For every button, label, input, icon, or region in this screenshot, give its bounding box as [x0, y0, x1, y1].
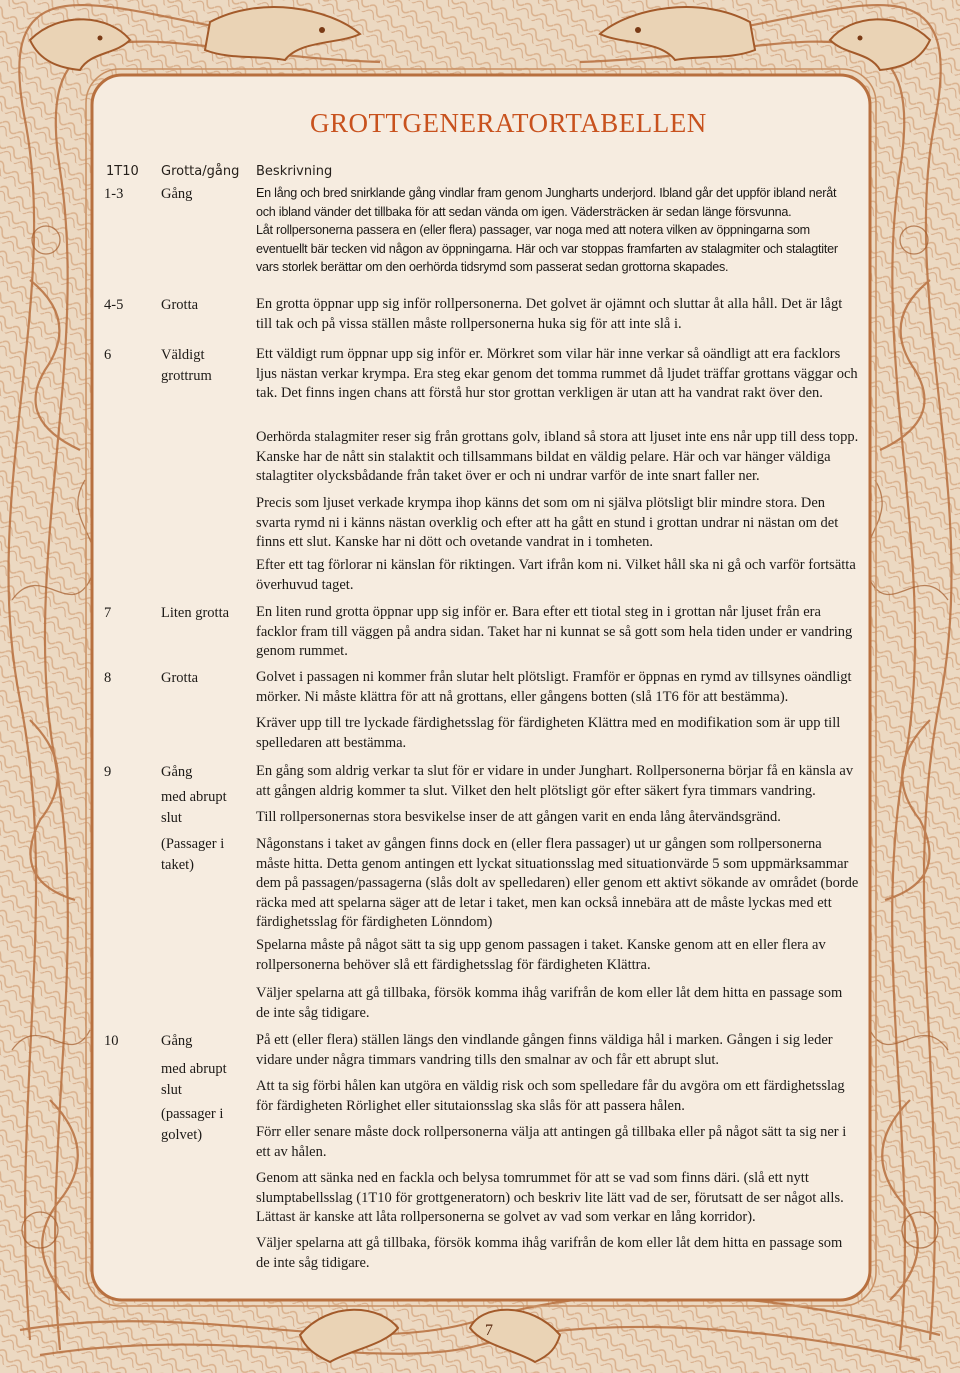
row-description: Oerhörda stalagmiter reser sig från grottans golv, ibland så stora att ljuset inte ens når upp till dess topp. Kanske har de nått sin stalaktit och tillsammans bildat en väldig pelare. Här och var hänger väldiga stalagtiter olycksbådande från taket över er och ni undrar varför de inte snart faller ner. — [256, 429, 859, 484]
row-type: Gång — [161, 1033, 193, 1049]
row-type-note: (Passager i taket) — [161, 836, 225, 873]
header-description: Beskrivning — [256, 164, 333, 179]
row-type: Gång — [161, 186, 193, 202]
row-roll: 8 — [104, 670, 112, 686]
row-type: Liten grotta — [161, 605, 230, 621]
row-type-note: med abrupt slut — [161, 789, 227, 826]
row-description: Väljer spelarna att gå tillbaka, försök komma ihåg varifrån de kom eller låt dem hitta en passage som de inte såg tidigare. — [256, 985, 843, 1021]
row-description: Spelarna måste på något sätt ta sig upp genom passagen i taket. Kanske genom att en eller flera av rollpersonerna behöver slå ett färdighetsslag för färdigheten Klättra. — [256, 937, 826, 973]
row-roll: 9 — [104, 764, 112, 780]
row-description: Någonstans i taket av gången finns dock en (eller flera passager) ut ur gången som rollpersonerna måste hitta. Detta genom antingen ett lyckat situationsslag med situationvärde 5 som uppmärksammar dem på passagen/passagerna (slås dolt av spelledaren) eller genom ett aktivt sökande av området (borde räcka med att spelarna säger att de letar i taket, men kan också innebära att de måste lyckas med ett färdighetsslag för färdigheten Lönndom) — [256, 836, 859, 930]
row-description: På ett (eller flera) ställen längs den vindlande gången finns väldiga hål i marken. Gången i sig leder vidare under några timmars vandring tills den smalnar av och får ett abrupt slut. — [256, 1032, 833, 1068]
page-number: 7 — [485, 1322, 493, 1339]
page-title: GROTTGENERATORTABELLEN — [310, 108, 707, 138]
row-description: En lång och bred snirklande gång vindlar fram genom Jungharts underjord. Ibland går det uppför ibland neråt och ibland vänder det tillbaka för att sedan vända om igen. Vädersträcken är sedan länge försvunna. — [256, 186, 837, 219]
row-roll: 6 — [104, 347, 112, 363]
row-roll: 7 — [104, 605, 112, 621]
row-description: Ett väldigt rum öppnar upp sig inför er. Mörkret som vilar här inne verkar så oändligt att era facklors ljus nästan verkar krympa. Era steg ekar genom det tomma rummet då ljudet träffar grottans väggar och tak. Det finns ingen chans att förstå hur stor grottan verkligen är utan att ha vandrat rakt över den. — [256, 346, 858, 401]
row-description: Precis som ljuset verkade krympa ihop känns det som om ni själva plötsligt blir mindre stora. Den svarta rymd ni i känns nästan overklig och efter att ha gått en stund i grottan undrar ni nästan om det finns ett slut. Kanske har ni dött och ovetande vandrat in i tomheten. — [256, 495, 839, 550]
row-description: Till rollpersonernas stora besvikelse inser de att gången varit en enda lång återvändsgränd. — [256, 809, 781, 825]
row-type: Väldigt grottrum — [161, 347, 212, 384]
header-roll: 1T10 — [106, 164, 139, 179]
row-type: Gång — [161, 764, 193, 780]
row-type: Grotta — [161, 297, 199, 313]
row-description: Genom att sänka ned en fackla och belysa tomrummet för att se vad som finns däri. (slå ett nytt slumptabellsslag (1T10 för grottgeneratorn) och beskriv lite lätt vad de ser, förutsatt de ser något alls. Lättast är kanske att låta rollpersonerna se golvet av vad som verkar en lång korridor). — [256, 1170, 844, 1225]
row-description: Efter ett tag förlorar ni känslan för riktingen. Vart ifrån kom ni. Vilket håll ska ni gå och varför fortsätta överhuvud taget. — [256, 557, 856, 593]
row-type: Grotta — [161, 670, 199, 686]
row-description: Väljer spelarna att gå tillbaka, försök komma ihåg varifrån de kom eller låt dem hitta en passage som de inte såg tidigare. — [256, 1235, 843, 1271]
row-type-note: (passager i golvet) — [161, 1106, 224, 1143]
row-description: Golvet i passagen ni kommer från slutar helt plötsligt. Framför er öppnas en rymd av tillsynes oändligt mörker. Ni måste klättra för att nå grottans, eller gångens botten (slå 1T6 för att bestämma). — [256, 669, 852, 705]
row-description: En liten rund grotta öppnar upp sig inför er. Bara efter ett tiotal steg in i grottan når ljuset från era facklor fram till väggen på andra sidan. Taket har ni kunnat se så gott som hela tiden under er vandring genom rummet. — [256, 604, 853, 659]
row-roll: 10 — [104, 1033, 119, 1049]
row-type-note: med abrupt slut — [161, 1061, 227, 1098]
row-roll: 1-3 — [104, 186, 124, 202]
table-content — [104, 0, 864, 1373]
header-type: Grotta/gång — [161, 164, 240, 179]
row-description: En gång som aldrig verkar ta slut för er vidare in under Junghart. Rollpersonerna börjar få en känsla av att gången aldrig kommer ta slut. Vilket den helt plötsligt gör efter säkert fyra timmars vandring. — [256, 763, 854, 799]
row-description: Förr eller senare måste dock rollpersonerna välja att antingen gå tillbaka eller på något sätt ta sig ner i ett av hålen. — [256, 1124, 847, 1160]
row-description: En grotta öppnar upp sig inför rollpersonerna. Det golvet är ojämnt och sluttar åt alla håll. Det är lågt till tak och på vissa ställen måste rollpersonerna huka sig för att inte slå i. — [256, 296, 843, 332]
row-description: Låt rollpersonerna passera en (eller flera) passager, var noga med att notera vilken av öppningarna som eventuellt bär tecken vid någon av öppningarna. Här och var stoppas framfarten av stalagmiter och stalagtiter vars storlek berättar om den oerhörda tidsrymd som passerat sedan grottorna skapades. — [256, 223, 838, 275]
row-roll: 4-5 — [104, 297, 124, 313]
row-description: Kräver upp till tre lyckade färdighetsslag för färdigheten Klättra med en modifikation som är upp till spelledaren att bestämma. — [256, 715, 841, 751]
row-description: Att ta sig förbi hålen kan utgöra en väldig risk och som spelledare får du avgöra om ett färdighetsslag för färdigheten Rörlighet eller situtaionsslag ska slås för att passera hålen. — [256, 1078, 845, 1114]
